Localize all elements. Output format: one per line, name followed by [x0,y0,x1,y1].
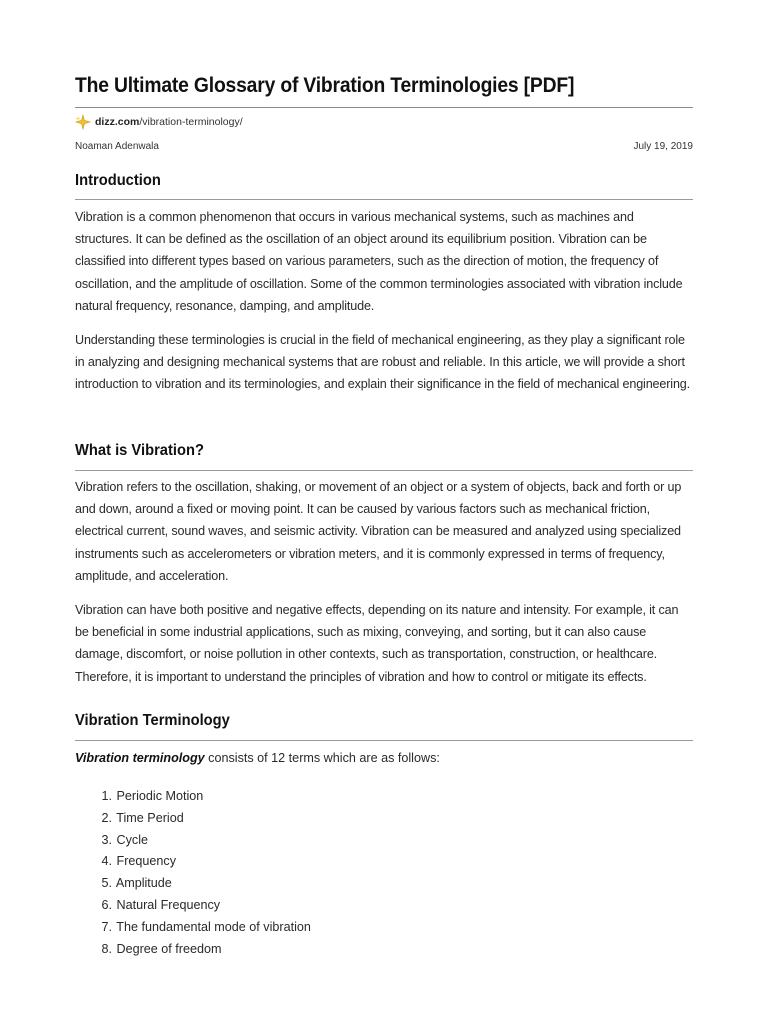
terminology-intro-text: consists of 12 terms which are as follows: [204,751,440,765]
section-heading-what-is-vibration: What is Vibration? [75,442,204,459]
list-item: 4. Frequency [101,854,177,869]
what-is-paragraph-2: Vibration can have both positive and negative effects, depending on its nature and intensity. For example, it can be beneficial in some industrial applications, such as mixing, conveying, and sorting, but it can also cause damage, discomfort, or noise pollution in other contexts, such as transportation, construction, or healthcare. Therefore, it is important to understand the principles of vibration and how to control or mitigate its effects. [75,603,679,684]
section-heading-vibration-terminology: Vibration Terminology [75,712,230,729]
what-is-paragraph-1: Vibration refers to the oscillation, shaking, or movement of an object or a system of objects, back and forth or up and down, around a fixed or moving point. It can be caused by various factors such as mechanical friction, electrical current, sound waves, and seismic activity. Vibration can be measured and analyzed using specialized instruments such as accelerometers or vibration meters, and it is commonly expressed in terms of frequency, amplitude, and acceleration. [75,480,682,583]
terminology-intro-emphasis[interactable]: Vibration terminology [75,751,205,765]
title-divider [75,107,693,108]
list-item: 1. Periodic Motion [101,789,204,803]
publish-date: July 19, 2019 [633,141,693,152]
list-item: 5. Amplitude [101,876,172,891]
section-divider [75,470,693,471]
list-item: 2. Time Period [101,810,184,825]
list-item: 8. Degree of freedom [101,941,222,956]
section-divider [75,199,693,200]
author-name: Noaman Adenwala [75,141,159,152]
sparkle-icon [75,114,91,130]
section-divider [75,740,693,741]
source-link[interactable] [75,114,243,130]
section-heading-introduction: Introduction [75,172,161,189]
terminology-list [99,786,311,960]
introduction-paragraph-1: Vibration is a common phenomenon that occurs in various mechanical systems, such as machines and structures. It can be defined as the oscillation of an object around its equilibrium position. Vibration can be classified into different types based on various parameters, such as the direction of motion, the frequency of oscillation, and the amplitude of oscillation. Some of the common terminologies associated with vibration include natural frequency, resonance, damping, and amplitude. [75,210,683,313]
article-title: The Ultimate Glossary of Vibration Terminologies [PDF] [75,74,575,97]
list-item: 3. Cycle [101,832,148,847]
list-item: 6. Natural Frequency [101,897,221,912]
list-item: 7. The fundamental mode of vibration [101,919,311,934]
source-domain: dizz.com [95,116,140,128]
introduction-paragraph-2: Understanding these terminologies is crucial in the field of mechanical engineering, as they play a significant role in analyzing and designing mechanical systems that are robust and reliable. In this article, we will provide a short introduction to vibration and its terminologies, and explain their significance in the field of mechanical engineering. [75,333,691,392]
source-path: /vibration-terminology/ [139,116,243,128]
terminology-intro [75,751,440,765]
